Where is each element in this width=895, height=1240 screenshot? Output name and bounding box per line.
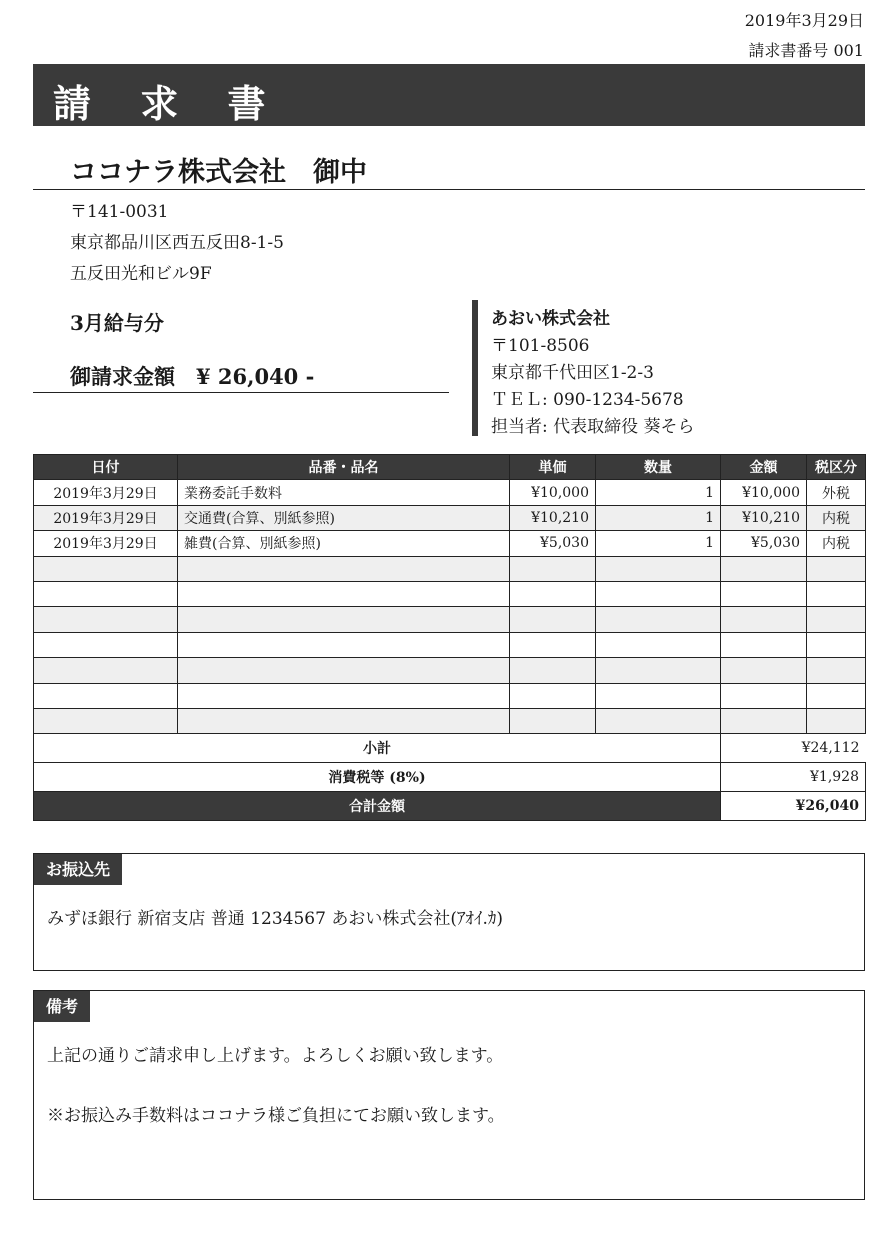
invoice-subject: 3月給与分	[70, 311, 164, 335]
issuer-postal: 〒101-8506	[491, 336, 590, 356]
row-unit-price: ¥10,000	[510, 480, 596, 505]
row-quantity: 1	[596, 480, 721, 505]
issuer-contact: 担当者: 代表取締役 葵そら	[491, 417, 695, 437]
total-label: 合計金額	[34, 792, 721, 821]
document-title: 請 求 書	[53, 81, 284, 126]
notes-line-1: 上記の通りご請求申し上げます。よろしくお願い致します。	[47, 1046, 504, 1066]
empty-row	[34, 708, 866, 733]
bank-label: お振込先	[34, 854, 122, 885]
row-tax-type: 外税	[807, 480, 866, 505]
row-unit-price: ¥5,030	[510, 531, 596, 556]
subtotal-label: 小計	[34, 734, 721, 763]
bank-box	[33, 853, 865, 971]
header-unit-price: 単価	[510, 455, 596, 480]
empty-row	[34, 632, 866, 657]
row-amount: ¥10,210	[721, 505, 807, 530]
header-item: 品番・品名	[178, 455, 510, 480]
row-date: 2019年3月29日	[34, 531, 178, 556]
bank-details: みずほ銀行 新宿支店 普通 1234567 あおい株式会社(ｱｵｲ.ｶ)	[47, 909, 503, 929]
notes-box	[33, 990, 865, 1200]
header-quantity: 数量	[596, 455, 721, 480]
client-underline	[33, 189, 865, 190]
client-address-1: 東京都品川区西五反田8-1-5	[70, 233, 284, 253]
row-unit-price: ¥10,210	[510, 505, 596, 530]
row-item: 業務委託手数料	[178, 480, 510, 505]
total-value: ¥26,040	[721, 792, 866, 821]
row-date: 2019年3月29日	[34, 480, 178, 505]
row-quantity: 1	[596, 531, 721, 556]
issuer-name: あおい株式会社	[491, 309, 610, 329]
issuer-address: 東京都千代田区1-2-3	[491, 363, 654, 383]
header-date: 日付	[34, 455, 178, 480]
empty-row	[34, 581, 866, 606]
items-table	[33, 454, 866, 821]
client-name: ココナラ株式会社 御中	[70, 157, 367, 188]
tax-value: ¥1,928	[721, 763, 866, 792]
notes-line-2: ※お振込み手数料はココナラ様ご負担にてお願い致します。	[47, 1106, 505, 1126]
row-item: 雑費(合算、別紙参照)	[178, 531, 510, 556]
row-amount: ¥5,030	[721, 531, 807, 556]
invoice-amount: 御請求金額 ¥ 26,040 -	[70, 364, 315, 389]
empty-row	[34, 607, 866, 632]
table-header-row	[34, 455, 866, 480]
invoice-number: 請求書番号 001	[748, 41, 864, 60]
tax-label: 消費税等 (8%)	[34, 763, 721, 792]
issue-date: 2019年3月29日	[744, 11, 864, 30]
notes-label: 備考	[34, 991, 90, 1022]
total-row	[34, 792, 866, 821]
title-bar	[33, 64, 865, 126]
row-amount: ¥10,000	[721, 480, 807, 505]
row-date: 2019年3月29日	[34, 505, 178, 530]
subtotal-value: ¥24,112	[721, 734, 866, 763]
row-item: 交通費(合算、別紙参照)	[178, 505, 510, 530]
subtotal-row	[34, 734, 866, 763]
table-row	[34, 480, 866, 505]
header-tax-type: 税区分	[807, 455, 866, 480]
table-row	[34, 505, 866, 530]
header-amount: 金額	[721, 455, 807, 480]
tax-row	[34, 763, 866, 792]
client-address-2: 五反田光和ビル9F	[70, 264, 212, 284]
table-row	[34, 531, 866, 556]
issuer-tel: ＴＥＬ: 090-1234-5678	[491, 390, 684, 410]
row-tax-type: 内税	[807, 531, 866, 556]
issuer-accent-bar	[472, 300, 478, 436]
empty-row	[34, 556, 866, 581]
empty-row	[34, 658, 866, 683]
row-quantity: 1	[596, 505, 721, 530]
row-tax-type: 内税	[807, 505, 866, 530]
empty-row	[34, 683, 866, 708]
client-postal: 〒141-0031	[70, 202, 169, 222]
amount-underline	[33, 392, 449, 393]
